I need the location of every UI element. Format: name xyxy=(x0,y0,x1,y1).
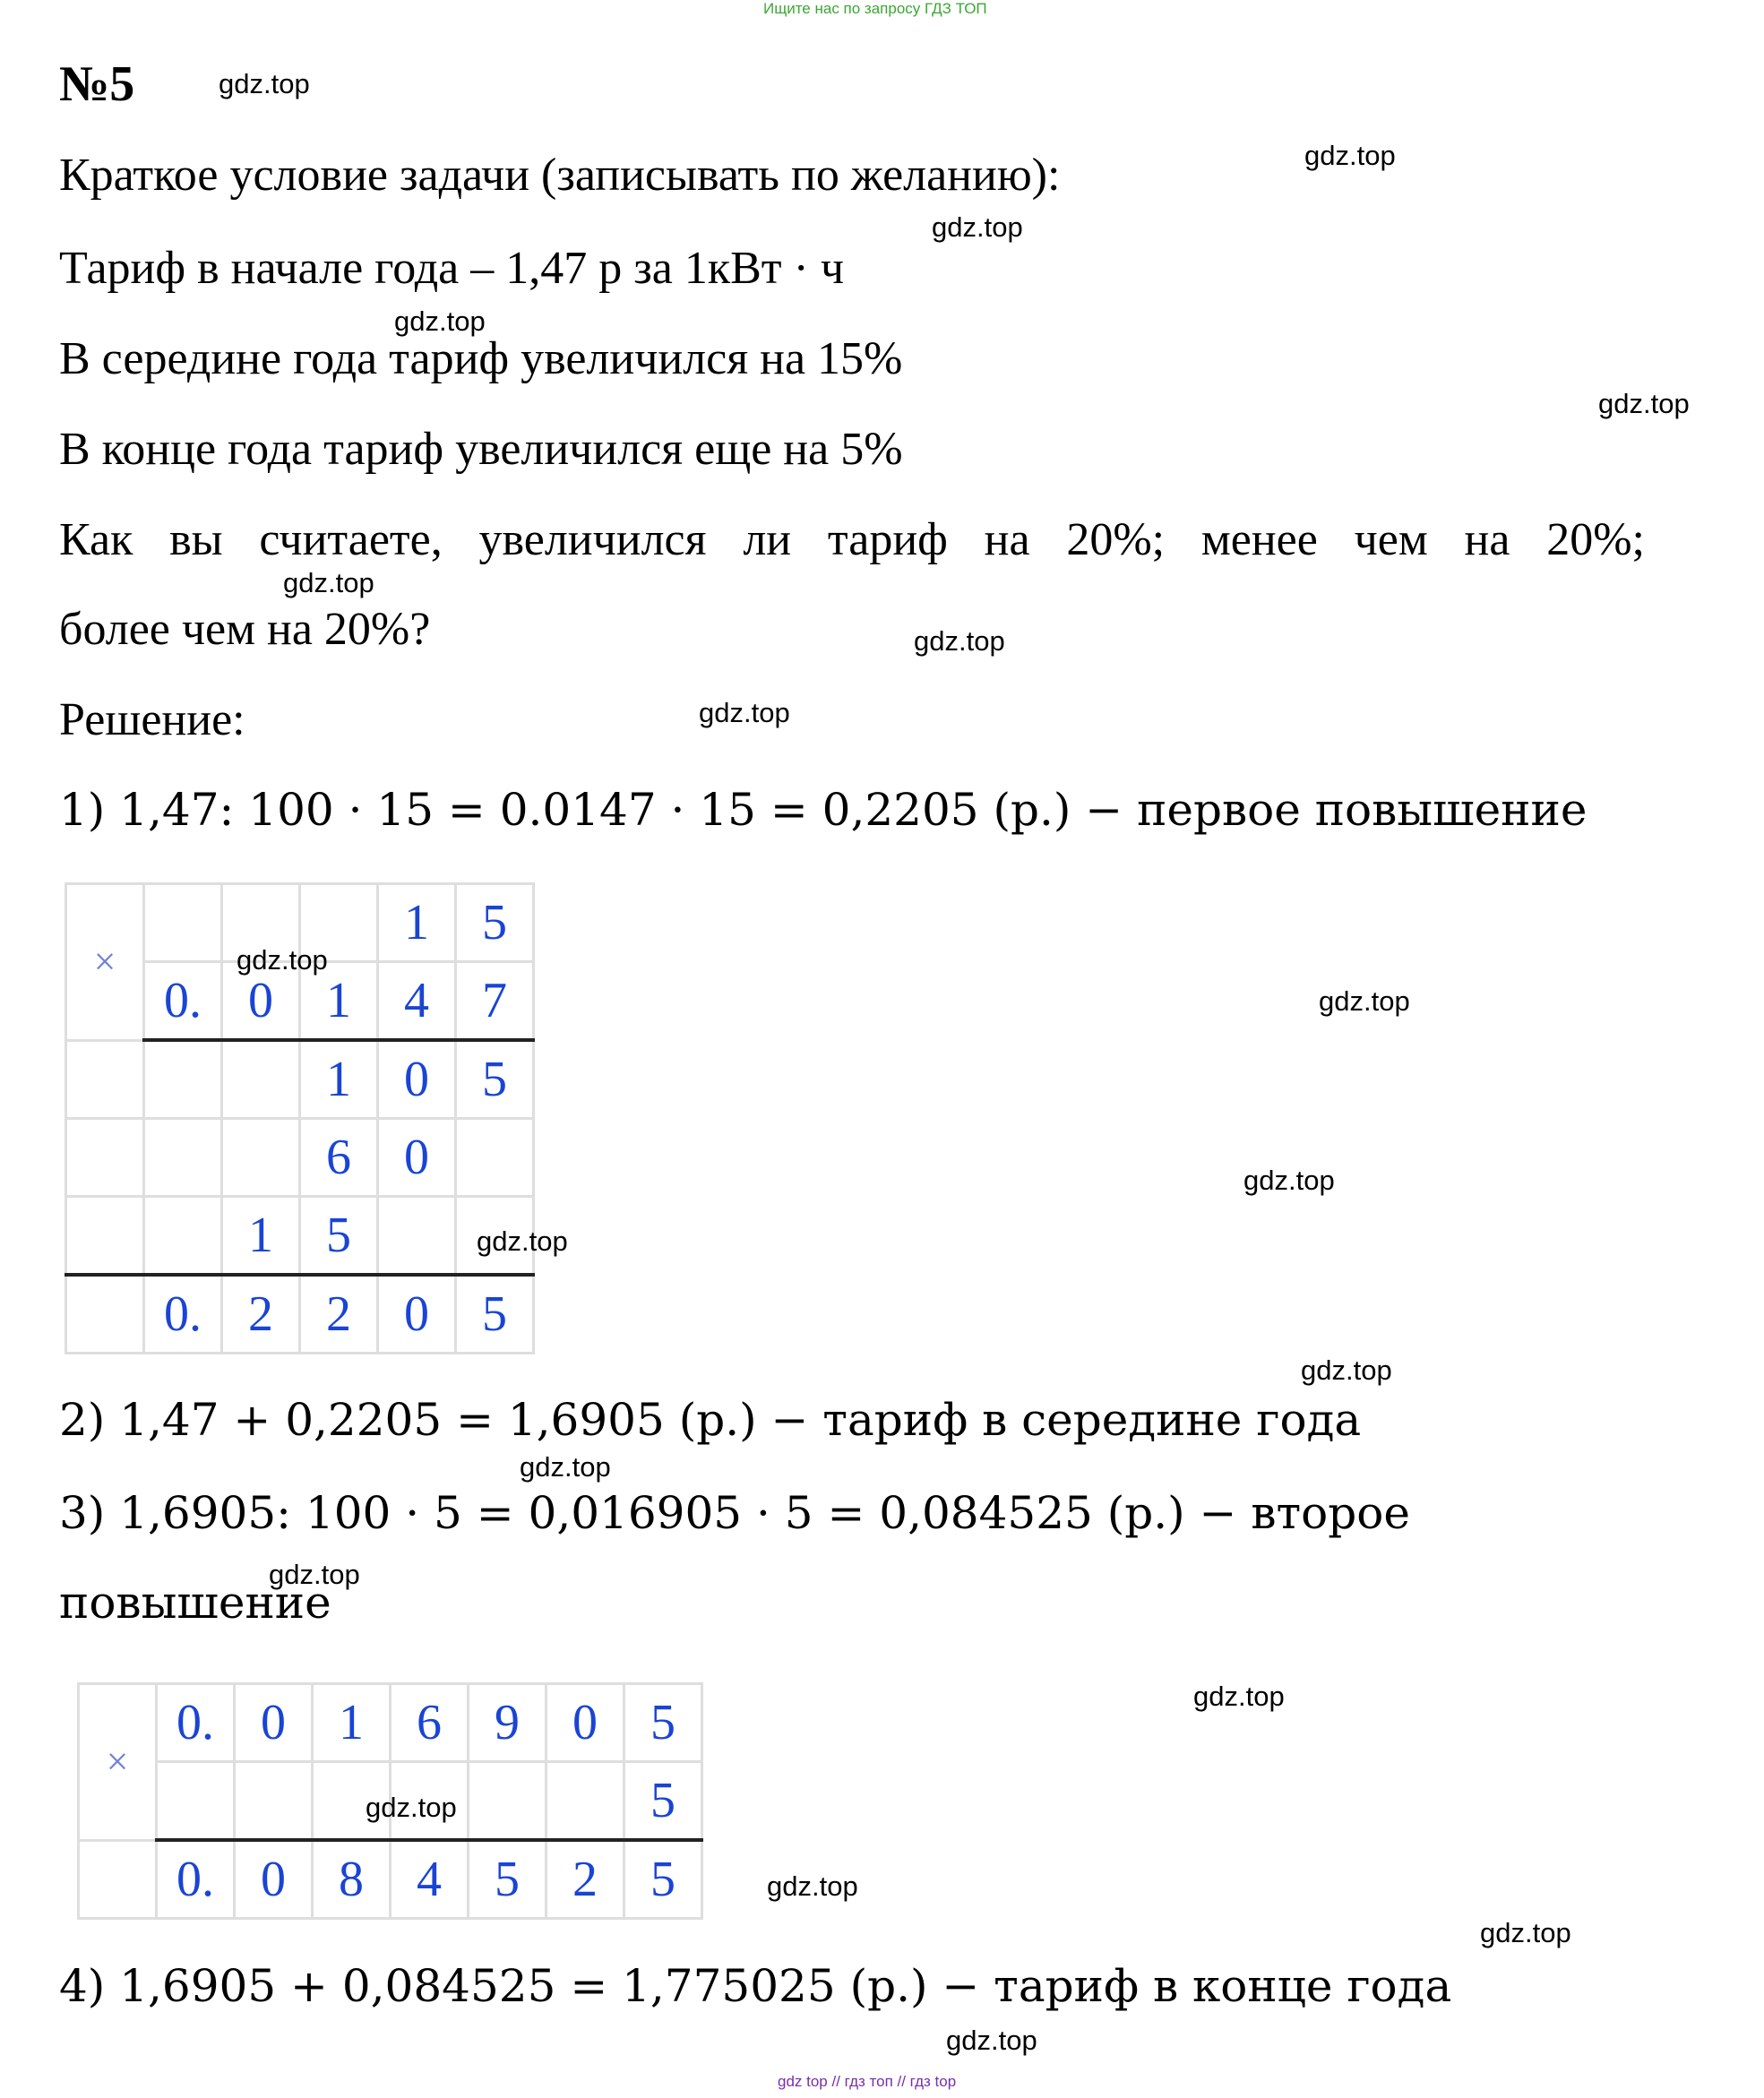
watermark: gdz.top xyxy=(237,944,328,976)
digit-cell xyxy=(66,1275,144,1354)
digit-cell: 0 xyxy=(546,1684,624,1762)
digit-cell: 0. xyxy=(157,1684,235,1762)
digit-cell: 5 xyxy=(300,1197,378,1276)
digit-cell: 5 xyxy=(624,1840,702,1919)
digit-cell: 1 xyxy=(378,884,456,962)
site-banner: Ищите нас по запросу ГДЗ ТОП xyxy=(763,0,987,17)
watermark: gdz.top xyxy=(283,567,374,598)
watermark: gdz.top xyxy=(1304,140,1396,171)
digit-cell: 5 xyxy=(456,1040,534,1119)
digit-cell: 2 xyxy=(300,1275,378,1354)
digit-cell: 0 xyxy=(235,1684,313,1762)
watermark: gdz.top xyxy=(1319,985,1410,1017)
watermark: gdz.top xyxy=(767,1870,858,1902)
watermark: gdz.top xyxy=(946,2025,1037,2056)
watermark: gdz.top xyxy=(1193,1681,1285,1712)
digit-cell: 4 xyxy=(391,1840,469,1919)
question-line: более чем на 20%? xyxy=(59,604,431,655)
digit-cell: 2 xyxy=(546,1840,624,1919)
digit-cell: 5 xyxy=(624,1762,702,1841)
watermark: gdz.top xyxy=(932,211,1023,243)
digit-cell: 9 xyxy=(469,1684,546,1762)
question-line: Как вы считаете, увеличился ли тариф на 20%; менее чем на 20%; xyxy=(59,514,1645,565)
step-2: 2) 1,47 + 0,2205 = 1,6905 (р.) − тариф в середине года xyxy=(59,1394,1362,1446)
digit-cell: 5 xyxy=(624,1684,702,1762)
watermark: gdz.top xyxy=(520,1451,611,1483)
digit-cell xyxy=(222,1119,300,1197)
digit-cell xyxy=(546,1762,624,1841)
digit-cell: 5 xyxy=(456,884,534,962)
digit-cell xyxy=(378,1197,456,1276)
digit-cell: 1 xyxy=(300,1040,378,1119)
digit-cell: 0. xyxy=(144,1275,222,1354)
digit-cell xyxy=(66,1197,144,1276)
condition-line: В середине года тариф увеличился на 15% xyxy=(59,333,903,384)
digit-cell: 8 xyxy=(313,1840,391,1919)
digit-cell: 1 xyxy=(222,1197,300,1276)
digit-cell xyxy=(144,1040,222,1119)
digit-cell: 0 xyxy=(222,962,300,1041)
site-footer: gdz top // гдз топ // гдз top xyxy=(778,2073,957,2090)
watermark: gdz.top xyxy=(1243,1165,1335,1196)
condition-line: В конце года тариф увеличился еще на 5% xyxy=(59,424,903,475)
multiply-sign: × xyxy=(79,1684,157,1841)
digit-cell: 4 xyxy=(378,962,456,1041)
multiply-sign: × xyxy=(66,884,144,1041)
step-4: 4) 1,6905 + 0,084525 = 1,775025 (р.) − тариф в конце года xyxy=(59,1960,1452,2012)
digit-cell xyxy=(469,1762,546,1841)
digit-cell xyxy=(157,1762,235,1841)
watermark: gdz.top xyxy=(1598,388,1690,419)
digit-cell: 5 xyxy=(469,1840,546,1919)
digit-cell xyxy=(144,1197,222,1276)
digit-cell xyxy=(222,1040,300,1119)
step-1: 1) 1,47: 100 · 15 = 0.0147 · 15 = 0,2205 (р.) − первое повышение xyxy=(59,784,1588,836)
digit-cell: 2 xyxy=(222,1275,300,1354)
watermark: gdz.top xyxy=(394,305,486,337)
step-3: 3) 1,6905: 100 · 5 = 0,016905 · 5 = 0,084525 (р.) − второе xyxy=(59,1487,1410,1539)
digit-cell: 1 xyxy=(300,962,378,1041)
digit-cell: 0 xyxy=(378,1275,456,1354)
condition-heading: Краткое условие задачи (записывать по желанию): xyxy=(59,150,1061,201)
digit-cell xyxy=(456,1119,534,1197)
watermark: gdz.top xyxy=(1480,1917,1571,1948)
watermark: gdz.top xyxy=(914,625,1005,657)
digit-cell: 0 xyxy=(378,1119,456,1197)
digit-cell: 0 xyxy=(235,1840,313,1919)
digit-cell: 1 xyxy=(313,1684,391,1762)
watermark: gdz.top xyxy=(699,697,790,728)
digit-cell: 0. xyxy=(157,1840,235,1919)
task-number: №5 xyxy=(59,56,135,112)
watermark: gdz.top xyxy=(269,1559,360,1590)
watermark: gdz.top xyxy=(1301,1354,1392,1386)
digit-cell xyxy=(144,1119,222,1197)
watermark: gdz.top xyxy=(477,1225,568,1257)
digit-cell: 6 xyxy=(391,1684,469,1762)
step-3-continuation: повышение xyxy=(59,1577,331,1629)
digit-cell: 6 xyxy=(300,1119,378,1197)
watermark: gdz.top xyxy=(366,1792,457,1823)
digit-cell: 7 xyxy=(456,962,534,1041)
digit-cell xyxy=(66,1119,144,1197)
condition-line: Тариф в начале года – 1,47 р за 1кВт · ч xyxy=(59,243,845,294)
digit-cell: 0. xyxy=(144,962,222,1041)
digit-cell xyxy=(144,884,222,962)
digit-cell: 5 xyxy=(456,1275,534,1354)
digit-cell xyxy=(66,1040,144,1119)
solution-label: Решение: xyxy=(59,694,245,745)
digit-cell: 0 xyxy=(378,1040,456,1119)
digit-cell xyxy=(235,1762,313,1841)
digit-cell xyxy=(79,1840,157,1919)
watermark: gdz.top xyxy=(219,68,310,99)
